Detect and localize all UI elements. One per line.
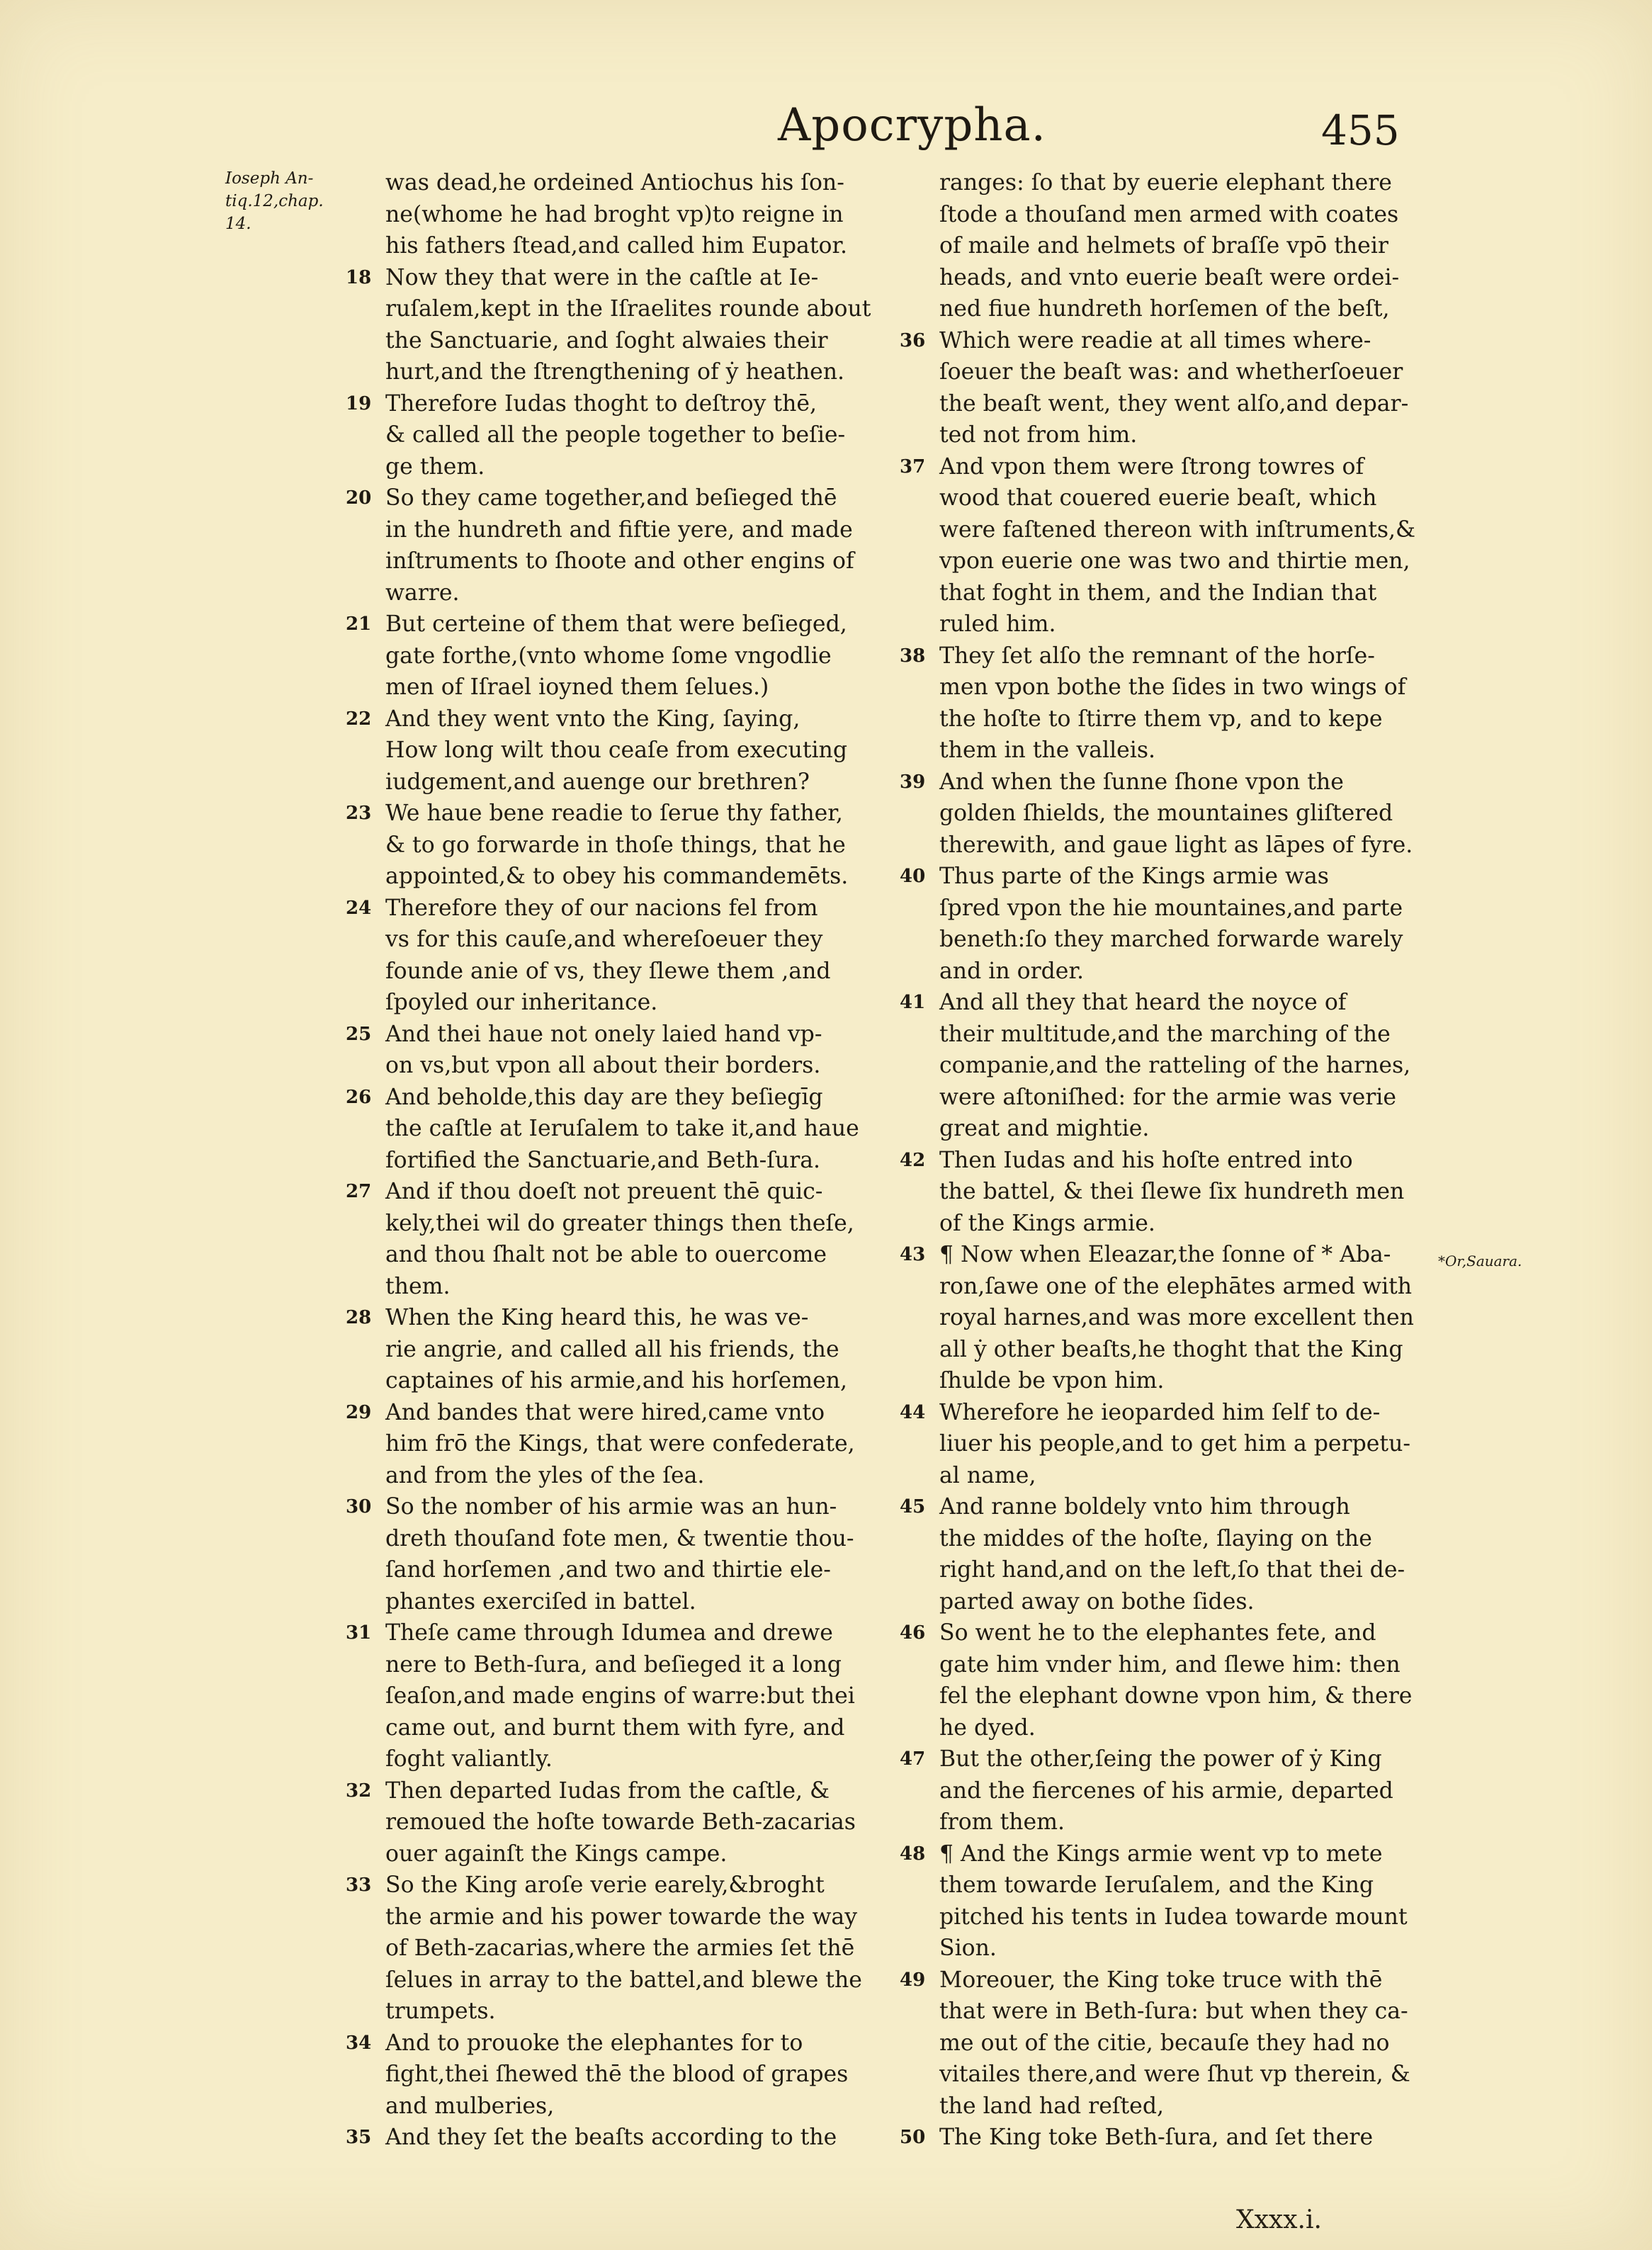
verse-number: 44 <box>900 1401 926 1423</box>
line-text: were faſtened thereon with inſtruments,& <box>939 516 1416 543</box>
text-line <box>900 798 1438 830</box>
line-text: on vs,but vpon all about their borders. <box>385 1053 821 1078</box>
text-line <box>346 167 893 199</box>
text-line <box>900 1933 1438 1964</box>
line-text: the armie and his power towarde the way <box>385 1904 858 1930</box>
verse-number: 41 <box>900 992 926 1013</box>
verse-number: 19 <box>346 392 372 414</box>
text-line <box>900 861 1438 893</box>
line-text: And they ſet the beaſts according to the <box>385 2125 837 2150</box>
line-text: ted not from him. <box>939 422 1138 448</box>
line-text: ſhulde be vpon him. <box>939 1368 1165 1393</box>
text-line <box>900 577 1438 609</box>
text-line <box>346 1901 893 1933</box>
text-line <box>900 1050 1438 1082</box>
text-line <box>900 1491 1438 1523</box>
line-text: warre. <box>385 580 460 606</box>
text-line <box>900 419 1438 451</box>
text-line <box>346 1176 893 1208</box>
text-line <box>900 1176 1438 1208</box>
verse-number: 24 <box>346 897 372 919</box>
text-line <box>900 1208 1438 1240</box>
text-line <box>900 482 1438 514</box>
text-line <box>346 2122 893 2154</box>
line-text: ¶ Now when Eleazar,the ſonne of * Aba- <box>939 1242 1391 1267</box>
line-text: Now they that were in the caſtle at Ie- <box>385 264 819 290</box>
line-text: right hand,and on the left,ſo that thei de- <box>939 1557 1405 1583</box>
line-text: heads, and vnto euerie beaſt were ordei- <box>939 264 1400 290</box>
line-text: fortified the Sanctuarie,and Beth-ſura. <box>385 1147 821 1173</box>
text-line <box>346 2028 893 2059</box>
line-text: But the other,ſeing the power of ẏ King <box>939 1746 1382 1772</box>
margin-note-left <box>225 167 324 235</box>
text-line <box>346 356 893 388</box>
text-line <box>900 609 1438 640</box>
line-text: the hoſte to ſtirre them vp, and to kepe <box>939 706 1383 732</box>
line-text: and the fiercenes of his armie, departed <box>939 1777 1393 1804</box>
margin-note-line: 14. <box>225 215 251 233</box>
line-text: beneth:ſo they marched forwarde warely <box>939 927 1403 952</box>
signature-catchword: Xxxx.i. <box>1236 2205 1322 2234</box>
line-text: pitched his tents in Iudea towarde mount <box>939 1904 1408 1930</box>
line-text: remoued the hoſte towarde Beth-zacarias <box>385 1809 856 1835</box>
text-line <box>900 1586 1438 1618</box>
verse-number: 31 <box>346 1622 372 1644</box>
text-line <box>900 703 1438 735</box>
line-text: of maile and helmets of braſſe vpō their <box>939 233 1388 259</box>
text-line <box>900 199 1438 231</box>
text-line <box>346 987 893 1019</box>
text-line <box>346 1838 893 1870</box>
line-text: gate forthe,(vnto whome ſome vngodlie <box>385 643 832 669</box>
text-line <box>346 1680 893 1712</box>
line-text: his fathers ſtead,and called him Eupator. <box>385 233 848 259</box>
line-text: all ẏ other beaſts,he thoght that the King <box>939 1336 1403 1362</box>
verse-number: 25 <box>346 1023 372 1045</box>
line-text: and thou ſhalt not be able to ouercome <box>385 1242 827 1267</box>
text-line <box>900 1019 1438 1051</box>
text-line <box>346 1933 893 1964</box>
text-line <box>900 1712 1438 1744</box>
line-text: iudgement,and auenge our brethren? <box>385 769 810 795</box>
margin-note-line: tiq.12,chap. <box>225 192 324 210</box>
line-text: that were in Beth-ſura: but when they ca- <box>939 1999 1408 2024</box>
line-text: parted away on bothe ſides. <box>939 1588 1255 1615</box>
line-text: The King toke Beth-ſura, and ſet there <box>939 2125 1374 2150</box>
line-text: ſpred vpon the hie mountaines,and parte <box>939 895 1403 921</box>
line-text: Therefore they of our nacions fel from <box>385 895 818 921</box>
line-text: When the King heard this, he was ve- <box>385 1305 809 1330</box>
line-text: and in order. <box>939 958 1085 984</box>
text-line <box>900 230 1438 262</box>
line-text: So went he to the elephantes fete, and <box>939 1620 1376 1646</box>
verse-number: 40 <box>900 866 926 887</box>
text-line <box>900 1649 1438 1681</box>
text-line <box>346 1397 893 1429</box>
line-text: founde anie of vs, they ſlewe them ,and <box>385 958 831 984</box>
text-line <box>346 419 893 451</box>
text-line <box>900 2122 1438 2154</box>
line-text: trumpets. <box>385 1999 496 2024</box>
line-text: the caſtle at Ieruſalem to take it,and haue <box>385 1116 859 1141</box>
page-number: 455 <box>1321 106 1400 154</box>
line-text: me out of the citie, becauſe they had no <box>939 2030 1390 2056</box>
line-text: from them. <box>939 1809 1065 1835</box>
line-text: & to go forwarde in thoſe things, that he <box>385 832 846 858</box>
verse-number: 20 <box>346 487 372 509</box>
verse-number: 49 <box>900 1969 926 1991</box>
text-line <box>900 1365 1438 1397</box>
verse-number: 37 <box>900 456 926 477</box>
line-text: the middes of the hoſte, ſlaying on the <box>939 1525 1372 1551</box>
text-line <box>346 1617 893 1649</box>
line-text: nere to Beth-ſura, and beſieged it a long <box>385 1651 842 1678</box>
text-line <box>346 1082 893 1114</box>
text-line <box>346 1586 893 1618</box>
text-line <box>900 893 1438 925</box>
line-text: kely,thei wil do greater things then theſe, <box>385 1210 854 1236</box>
line-text: And all they that heard the noyce of <box>939 990 1347 1015</box>
text-line <box>900 545 1438 577</box>
text-line <box>346 199 893 231</box>
line-text: of Beth-zacarias,where the armies ſet thē <box>385 1935 855 1961</box>
line-text: royal harnes,and was more excellent then <box>939 1305 1414 1330</box>
verse-number: 23 <box>346 803 372 824</box>
line-text: foght valiantly. <box>385 1746 553 1772</box>
text-line <box>346 1050 893 1082</box>
line-text: ſoeuer the beaſt was: and whetherſoeuer <box>939 359 1403 385</box>
verse-number: 46 <box>900 1622 926 1644</box>
text-line <box>900 1082 1438 1114</box>
text-line <box>346 956 893 988</box>
line-text: the land had reſted, <box>939 2093 1164 2119</box>
verse-number: 47 <box>900 1748 926 1770</box>
line-text: ſelues in array to the battel,and blewe the <box>385 1967 862 1993</box>
line-text: Wherefore he ieoparded him ſelf to de- <box>939 1399 1381 1425</box>
verse-number: 48 <box>900 1843 926 1865</box>
text-line <box>900 325 1438 357</box>
line-text: in the hundreth and fiftie yere, and made <box>385 516 853 543</box>
text-line <box>900 1775 1438 1807</box>
text-line <box>346 1775 893 1807</box>
line-text: great and mightie. <box>939 1116 1150 1141</box>
text-line <box>900 2091 1438 2122</box>
running-head-title: Apocrypha. <box>778 99 1046 152</box>
verse-number: 35 <box>346 2127 372 2148</box>
line-text: companie,and the ratteling of the harnes, <box>939 1053 1411 1078</box>
line-text: vitailes there,and were ſhut vp therein, & <box>939 2062 1410 2087</box>
line-text: them. <box>385 1273 451 1299</box>
line-text: And if thou doeſt not preuent thē quic- <box>385 1179 823 1204</box>
line-text: And thei haue not onely laied hand vp- <box>385 1021 822 1047</box>
text-line <box>346 1271 893 1303</box>
text-line <box>346 451 893 483</box>
text-line <box>900 1460 1438 1492</box>
line-text: the Sanctuarie, and ſoght alwaies their <box>385 327 828 354</box>
verse-number: 33 <box>346 1875 372 1896</box>
text-line <box>900 1334 1438 1366</box>
verse-number: 22 <box>346 708 372 730</box>
verse-number: 36 <box>900 329 926 351</box>
text-line <box>346 482 893 514</box>
line-text: and from the yles of the ſea. <box>385 1462 705 1488</box>
line-text: So the nomber of his armie was an hun- <box>385 1494 837 1520</box>
verse-number: 30 <box>346 1496 372 1517</box>
text-line <box>900 1239 1438 1271</box>
line-text: inſtruments to ſhoote and other engins of <box>385 548 854 574</box>
text-line <box>346 640 893 672</box>
line-text: appointed,& to obey his commandemēts. <box>385 864 849 889</box>
line-text: were aſtoniſhed: for the armie was verie <box>939 1084 1396 1110</box>
text-line <box>900 514 1438 546</box>
line-text: their multitude,and the marching of the <box>939 1021 1391 1047</box>
line-text: ¶ And the Kings armie went vp to mete <box>939 1841 1383 1867</box>
verse-number: 45 <box>900 1496 926 1517</box>
line-text: ge them. <box>385 453 485 480</box>
text-line <box>346 1208 893 1240</box>
line-text: And ranne boldely vnto him through <box>939 1494 1350 1520</box>
text-line <box>900 1680 1438 1712</box>
text-line <box>900 735 1438 767</box>
line-text: And bandes that were hired,came vnto <box>385 1399 825 1425</box>
text-line <box>346 1712 893 1744</box>
line-text: ſeaſon,and made engins of warre:but thei <box>385 1683 855 1709</box>
line-text: We haue bene readie to ſerue thy father, <box>385 801 843 826</box>
line-text: And when the ſunne ſhone vpon the <box>939 769 1344 795</box>
line-text: And to prouoke the elephantes for to <box>385 2030 803 2056</box>
line-text: vs for this cauſe,and whereſoeuer they <box>385 927 823 952</box>
text-line <box>900 1554 1438 1586</box>
text-line <box>900 1145 1438 1177</box>
text-line <box>346 2059 893 2091</box>
line-text: So the King aroſe verie earely,&broght <box>385 1872 825 1898</box>
text-line <box>346 293 893 325</box>
text-line <box>346 861 893 893</box>
line-text: ranges: ſo that by euerie elephant there <box>939 170 1392 196</box>
text-line <box>900 672 1438 703</box>
line-text: dreth thouſand fote men, & twentie thou- <box>385 1525 854 1551</box>
verse-number: 27 <box>346 1181 372 1202</box>
text-line <box>346 1460 893 1492</box>
line-text: golden ſhields, the mountaines gliſtered <box>939 801 1393 826</box>
text-line <box>346 1428 893 1460</box>
text-line <box>900 1617 1438 1649</box>
line-text: And beholde,this day are they beſiegīg <box>385 1084 823 1110</box>
verse-number: 21 <box>346 614 372 635</box>
text-line <box>900 1271 1438 1303</box>
line-text: But certeine of them that were beſieged, <box>385 611 847 637</box>
text-line <box>346 767 893 798</box>
line-text: ſand horſemen ,and two and thirtie ele- <box>385 1557 831 1583</box>
line-text: ſtode a thouſand men armed with coates <box>939 201 1399 227</box>
verse-number: 39 <box>900 771 926 793</box>
text-line <box>900 388 1438 420</box>
text-line <box>346 1302 893 1334</box>
line-text: him frō the Kings, that were confederate, <box>385 1431 855 1457</box>
line-text: ſpoyled our inheritance. <box>385 990 658 1015</box>
line-text: hurt,and the ſtrengthening of ẏ heathen. <box>385 359 845 385</box>
text-line <box>346 1019 893 1051</box>
text-line <box>346 1491 893 1523</box>
text-line <box>900 293 1438 325</box>
text-line <box>900 167 1438 199</box>
text-line <box>346 230 893 262</box>
verse-number: 43 <box>900 1244 926 1265</box>
text-line <box>900 1523 1438 1555</box>
text-line <box>346 703 893 735</box>
text-line <box>900 262 1438 294</box>
verse-number: 28 <box>346 1307 372 1328</box>
line-text: ouer againſt the Kings campe. <box>385 1841 728 1867</box>
text-line <box>900 1901 1438 1933</box>
text-line <box>346 1523 893 1555</box>
text-line <box>346 1239 893 1271</box>
text-line <box>900 987 1438 1019</box>
line-text: Sion. <box>939 1935 997 1961</box>
text-line <box>900 1428 1438 1460</box>
text-line <box>346 672 893 703</box>
line-text: fight,thei ſhewed thē the blood of grapes <box>385 2062 849 2087</box>
margin-note-right: *Or,Sauara. <box>1438 1253 1522 1270</box>
line-text: ned fiue hundreth horſemen of the beſt, <box>939 296 1390 322</box>
line-text: Thus parte of the Kings armie was <box>939 864 1329 889</box>
line-text: ruled him. <box>939 611 1056 637</box>
text-line <box>900 1838 1438 1870</box>
text-line <box>900 1807 1438 1838</box>
line-text: Then departed Iudas from the caſtle, & <box>385 1777 830 1804</box>
line-text: the beaſt went, they went alſo,and depar- <box>939 390 1409 417</box>
line-text: Moreouer, the King toke truce with thē <box>939 1967 1383 1993</box>
line-text: that foght in them, and the Indian that <box>939 580 1377 606</box>
text-line <box>346 893 893 925</box>
line-text: ruſalem,kept in the Iſraelites rounde about <box>385 296 871 322</box>
line-text: So they came together,and beſieged thē <box>385 485 837 511</box>
text-line <box>900 2059 1438 2091</box>
line-text: men vpon bothe the ſides in two wings of <box>939 674 1406 700</box>
line-text: Which were readie at all times where- <box>939 327 1371 354</box>
line-text: of the Kings armie. <box>939 1210 1155 1236</box>
text-line <box>346 798 893 830</box>
text-line <box>346 1145 893 1177</box>
text-line <box>346 262 893 294</box>
right-text-column <box>900 167 1438 2154</box>
text-line <box>346 1113 893 1145</box>
text-line <box>346 577 893 609</box>
line-text: ron,ſawe one of the elephātes armed with <box>939 1273 1413 1299</box>
text-line <box>346 1365 893 1397</box>
line-text: therewith, and gaue light as lāpes of fyre. <box>939 832 1413 858</box>
line-text: How long wilt thou ceaſe from executing <box>385 737 848 763</box>
text-line <box>900 767 1438 798</box>
line-text: the battel, & thei ſlewe ſix hundreth men <box>939 1179 1405 1204</box>
line-text: captaines of his armie,and his horſemen, <box>385 1368 848 1393</box>
text-line <box>346 609 893 640</box>
text-line <box>900 830 1438 861</box>
text-line <box>900 2028 1438 2059</box>
text-line <box>900 1743 1438 1775</box>
text-line <box>346 545 893 577</box>
line-text: & called all the people together to beſie- <box>385 422 846 448</box>
text-line <box>346 1807 893 1838</box>
line-text: men of Iſrael ioyned them ſelues.) <box>385 674 769 700</box>
line-text: Therefore Iudas thoght to deſtroy thē, <box>385 390 817 417</box>
line-text: vpon euerie one was two and thirtie men, <box>939 548 1410 574</box>
margin-note-line: Ioseph An- <box>225 169 314 188</box>
line-text: was dead,he ordeined Antiochus his ſon- <box>385 170 844 196</box>
text-line <box>346 388 893 420</box>
line-text: and mulberies, <box>385 2093 555 2119</box>
text-line <box>900 640 1438 672</box>
line-text: And they went vnto the King, ſaying, <box>385 706 800 732</box>
line-text: he dyed. <box>939 1714 1036 1741</box>
text-line <box>346 1996 893 2028</box>
verse-number: 29 <box>346 1401 372 1423</box>
verse-number: 18 <box>346 266 372 288</box>
line-text: al name, <box>939 1462 1036 1488</box>
line-text: wood that couered euerie beaſt, which <box>939 485 1377 511</box>
line-text: phantes exerciſed in battel. <box>385 1588 696 1615</box>
line-text: came out, and burnt them with fyre, and <box>385 1714 845 1741</box>
verse-number: 38 <box>900 645 926 667</box>
text-line <box>900 356 1438 388</box>
line-text: fel the elephant downe vpon him, & there <box>939 1683 1413 1709</box>
text-line <box>900 1870 1438 1901</box>
text-line <box>900 1302 1438 1334</box>
line-text: liuer his people,and to get him a perpetu- <box>939 1431 1411 1457</box>
verse-number: 32 <box>346 1780 372 1802</box>
verse-number: 42 <box>900 1149 926 1171</box>
verse-number: 26 <box>346 1086 372 1108</box>
line-text: rie angrie, and called all his friends, the <box>385 1336 839 1362</box>
text-line <box>900 924 1438 956</box>
text-line <box>346 735 893 767</box>
left-text-column <box>346 167 893 2154</box>
text-line <box>900 956 1438 988</box>
line-text: Theſe came through Idumea and drewe <box>385 1620 833 1646</box>
text-line <box>346 924 893 956</box>
line-text: And vpon them were ſtrong towres of <box>939 453 1364 480</box>
text-line <box>900 1996 1438 2028</box>
text-line <box>346 325 893 357</box>
text-line <box>346 830 893 861</box>
text-line <box>346 1554 893 1586</box>
text-line <box>346 514 893 546</box>
line-text: them towarde Ieruſalem, and the King <box>939 1872 1374 1898</box>
text-line <box>346 1743 893 1775</box>
verse-number: 50 <box>900 2127 926 2148</box>
text-line <box>346 1870 893 1901</box>
line-text: Then Iudas and his hoſte entred into <box>939 1147 1353 1173</box>
text-line <box>900 1113 1438 1145</box>
line-text: them in the valleis. <box>939 737 1156 763</box>
verse-number: 34 <box>346 2032 372 2054</box>
line-text: ne(whome he had broght vp)to reigne in <box>385 201 844 227</box>
text-line <box>346 1334 893 1366</box>
text-line <box>900 1397 1438 1429</box>
line-text: gate him vnder him, and ſlewe him: then <box>939 1651 1401 1678</box>
text-line <box>900 451 1438 483</box>
line-text: They ſet alſo the remnant of the horſe- <box>939 643 1375 669</box>
text-line <box>346 1964 893 1996</box>
text-line <box>346 1649 893 1681</box>
text-line <box>900 1964 1438 1996</box>
text-line <box>346 2091 893 2122</box>
